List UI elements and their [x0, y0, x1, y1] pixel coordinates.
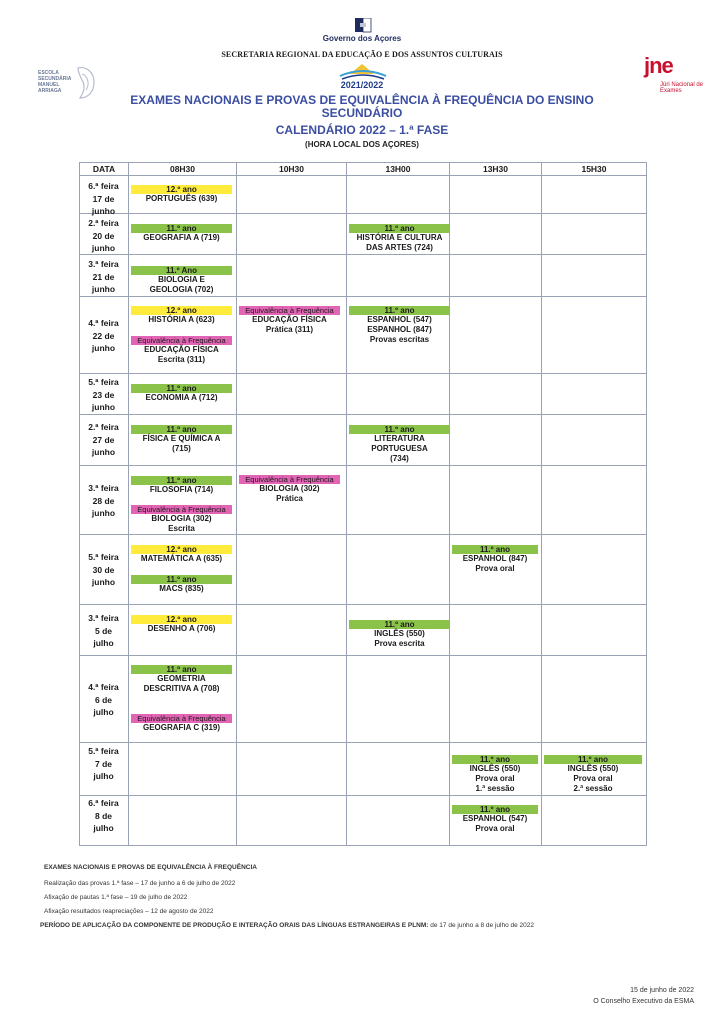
grade-tag: 12.º ano — [131, 615, 232, 624]
school-year: 2021/2022 — [340, 80, 384, 90]
footer-note: Realização das provas 1.ª fase – 17 de junho a 6 de julho de 2022 — [44, 880, 236, 887]
exam-entry: 11.º ano ESPANHOL (547) ESPANHOL (847) Provas escritas — [349, 306, 450, 345]
exam-entry: 11.º ano GEOGRAFIA A (719) — [131, 224, 232, 243]
table-border-top — [79, 162, 646, 163]
date-cell: 6.ª feira 17 de junho — [88, 181, 119, 216]
column-header-1300: 13H00 — [385, 164, 411, 174]
header-divider — [79, 175, 646, 176]
secretaria-name: SECRETARIA REGIONAL DA EDUCAÇÃO E DOS ASSUNTOS CULTURAIS — [221, 50, 503, 59]
date-cell: 4.ª feira 6 de julho — [88, 682, 119, 717]
footer-note: Afixação de pautas 1.ª fase – 19 de julho de 2022 — [44, 894, 188, 901]
column-divider — [128, 162, 129, 846]
column-divider — [236, 162, 237, 846]
date-cell: 2.ª feira 20 de junho — [88, 218, 119, 253]
exam-entry: Equivalência à Frequência BIOLOGIA (302) Escrita — [131, 505, 232, 534]
column-header-1530: 15H30 — [581, 164, 607, 174]
exam-entry: 11.º Ano BIOLOGIA E GEOLOGIA (702) — [131, 266, 232, 295]
row-divider — [79, 296, 646, 297]
grade-tag: 11.º ano — [131, 425, 232, 434]
date-cell: 3.ª feira 28 de junho — [88, 483, 119, 518]
exam-entry: 12.º ano PORTUGUÊS (639) — [131, 185, 232, 204]
exam-entry: 12.º ano MATEMÁTICA A (635) — [131, 545, 232, 564]
row-divider — [79, 373, 646, 374]
grade-tag: 11.º ano — [131, 384, 232, 393]
row-divider — [79, 465, 646, 466]
grade-tag: 11.º ano — [544, 755, 642, 764]
time-note: (HORA LOCAL DOS AÇORES) — [305, 140, 419, 149]
grade-tag: 11.º ano — [452, 545, 538, 554]
column-divider — [449, 162, 450, 846]
exam-entry: Equivalência à Frequência BIOLOGIA (302) Prática — [239, 475, 340, 504]
exam-entry: 11.º ano HISTÓRIA E CULTURA DAS ARTES (724) — [349, 224, 450, 253]
date-cell: 5.ª feira 23 de junho — [88, 377, 119, 412]
date-cell: 3.ª feira 5 de julho — [88, 613, 119, 648]
column-header-1030: 10H30 — [278, 164, 305, 174]
grade-tag: 11.º ano — [349, 224, 450, 233]
row-divider — [79, 604, 646, 605]
column-divider — [346, 162, 347, 846]
date-cell: 5.ª feira 7 de julho — [88, 746, 119, 781]
row-divider — [79, 534, 646, 535]
footer-note: Afixação resultados reapreciações – 12 de agosto de 2022 — [44, 908, 214, 915]
grade-tag: 12.º ano — [131, 545, 232, 554]
date-cell: 6.ª feira 8 de julho — [88, 798, 119, 833]
exam-entry: 12.º ano DESENHO A (706) — [131, 615, 232, 634]
date-cell: 5.ª feira 30 de junho — [88, 552, 119, 587]
footer-heading: EXAMES NACIONAIS E PROVAS DE EQUIVALÊNCIA À FREQUÊNCIA — [44, 864, 257, 871]
exam-entry: 12.º ano HISTÓRIA A (623) — [131, 306, 232, 325]
exam-entry: Equivalência à Frequência EDUCAÇÃO FÍSICA Escrita (311) — [131, 336, 232, 365]
row-divider — [79, 655, 646, 656]
grade-tag: 11.º ano — [349, 620, 450, 629]
grade-tag: 11.º ano — [131, 476, 232, 485]
grade-tag: 11.º ano — [349, 425, 450, 434]
column-header-0830: 08H30 — [169, 164, 196, 174]
exam-entry: 11.º ano ECONOMIA A (712) — [131, 384, 232, 403]
row-divider — [79, 795, 646, 796]
date-cell: 3.ª feira 21 de junho — [88, 259, 119, 294]
grade-tag: 11.º ano — [131, 575, 232, 584]
jne-logo-icon: jne — [644, 53, 673, 78]
grade-tag: 12.º ano — [131, 306, 232, 315]
row-divider — [79, 742, 646, 743]
grade-tag: 11.º Ano — [131, 266, 232, 275]
footer-period: PERÍODO DE APLICAÇÃO DA COMPONENTE DE PRODUÇÃO E INTERAÇÃO ORAIS DAS LÍNGUAS ESTRANGEIRAS E PLNM: de 17 de junho a 8 de julho de 2022 — [40, 922, 535, 929]
governo-acores-logo-icon — [352, 18, 374, 34]
exam-entry: 11.º ano INGLÊS (550) Prova escrita — [349, 620, 450, 649]
exam-entry: 11.º ano LITERATURA PORTUGUESA (734) — [349, 425, 450, 464]
document-signature: O Conselho Executivo da ESMA — [593, 998, 694, 1005]
exam-entry: 11.º ano ESPANHOL (847) Prova oral — [452, 545, 538, 574]
jne-logo-subtitle: Júri Nacional de Exames — [660, 82, 704, 94]
column-header-1330: 13H30 — [482, 164, 509, 174]
column-divider — [646, 162, 647, 846]
government-name: Governo dos Açores — [322, 34, 402, 43]
exam-entry: Equivalência à Frequência EDUCAÇÃO FÍSICA Prática (311) — [239, 306, 340, 335]
exam-entry: 11.º ano FILOSOFIA (714) — [131, 476, 232, 495]
equivalence-tag: Equivalência à Frequência — [239, 475, 340, 484]
exam-entry: Equivalência à Frequência GEOGRAFIA C (319) — [131, 714, 232, 733]
date-cell: 4.ª feira 22 de junho — [88, 318, 119, 353]
grade-tag: 12.º ano — [131, 185, 232, 194]
grade-tag: 11.º ano — [349, 306, 450, 315]
exam-entry: 11.º ano INGLÊS (550) Prova oral 2.ª sessão — [544, 755, 642, 794]
page-subtitle: CALENDÁRIO 2022 – 1.ª FASE — [275, 123, 449, 137]
column-header-data: DATA — [92, 164, 116, 174]
exam-entry: 11.º ano ESPANHOL (547) Prova oral — [452, 805, 538, 834]
equivalence-tag: Equivalência à Frequência — [131, 505, 232, 514]
equivalence-tag: Equivalência à Frequência — [131, 714, 232, 723]
grade-tag: 11.º ano — [452, 755, 538, 764]
document-date: 15 de junho de 2022 — [630, 987, 694, 994]
grade-tag: 11.º ano — [131, 665, 232, 674]
grade-tag: 11.º ano — [452, 805, 538, 814]
column-divider — [541, 162, 542, 846]
equivalence-tag: Equivalência à Frequência — [239, 306, 340, 315]
table-border-bottom — [79, 845, 646, 846]
exam-entry: 11.º ano MACS (835) — [131, 575, 232, 594]
exam-entry: 11.º ano GEOMETRIA DESCRITIVA A (708) — [131, 665, 232, 694]
row-divider — [79, 213, 646, 214]
equivalence-tag: Equivalência à Frequência — [131, 336, 232, 345]
row-divider — [79, 254, 646, 255]
exam-entry: 11.º ano INGLÊS (550) Prova oral 1.ª sessão — [452, 755, 538, 794]
date-cell: 2.ª feira 27 de junho — [88, 422, 119, 457]
school-logo-text: ESCOLA SECUNDÁRIA MANUEL ARRIAGA — [38, 70, 72, 94]
grade-tag: 11.º ano — [131, 224, 232, 233]
exam-entry: 11.º ano FÍSICA E QUÍMICA A (715) — [131, 425, 232, 454]
row-divider — [79, 414, 646, 415]
page-title: EXAMES NACIONAIS E PROVAS DE EQUIVALÊNCIA À FREQUÊNCIA DO ENSINO SECUNDÁRIO — [130, 93, 594, 120]
